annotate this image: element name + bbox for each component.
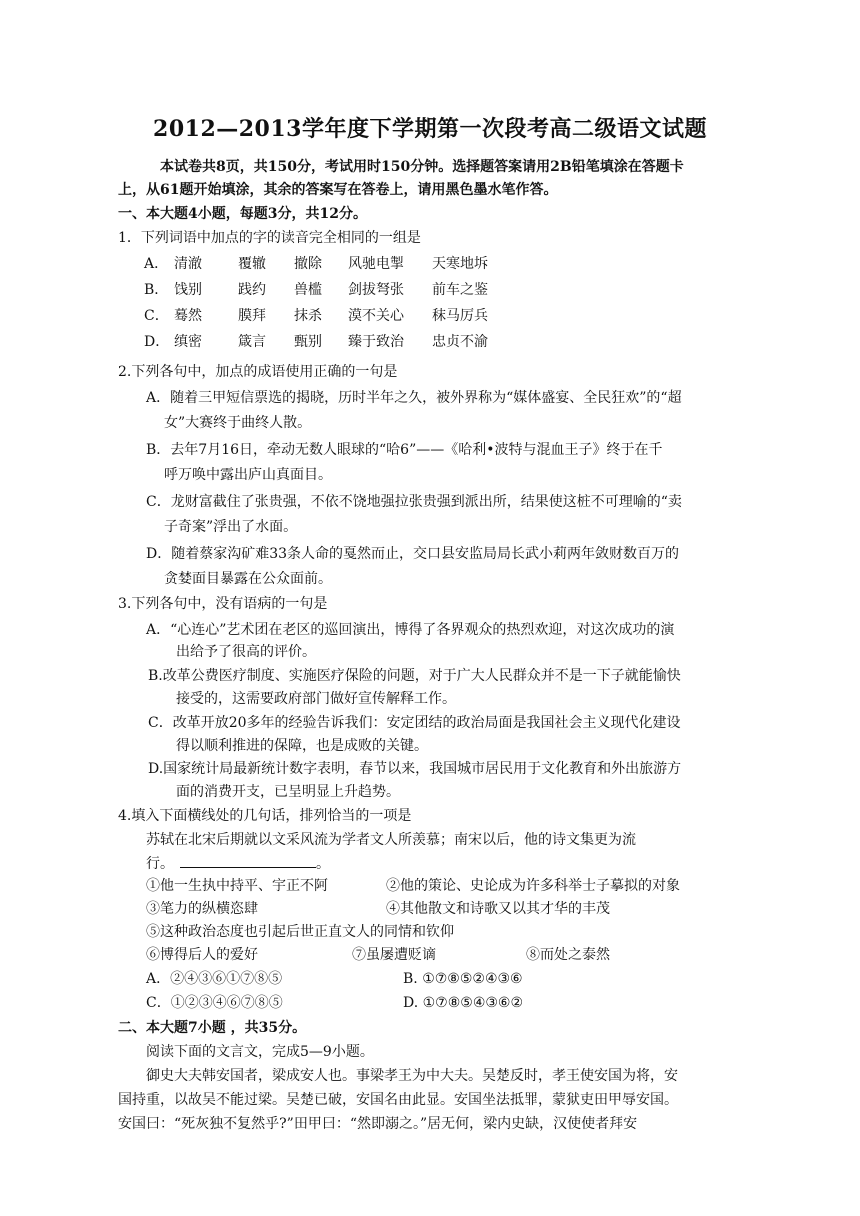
q1-word: 蓦然	[174, 308, 202, 324]
option-letter: B．	[144, 282, 169, 298]
q3-option-d-line-1: D.国家统计局最新统计数字表明，春节以来，我国城市居民用于文化教育和外出旅游方	[148, 761, 682, 777]
q3-stem: 3.下列各句中，没有语病的一句是	[118, 596, 328, 612]
q1-word: 覆辙	[238, 256, 266, 272]
q3-option-c-line-1: C．改革开放20多年的经验告诉我们：安定团结的政治局面是我国社会主义现代化建设	[148, 715, 681, 731]
q1-option-c	[144, 306, 488, 326]
q4-stem: 4.填入下面横线处的几句话，排列恰当的一项是	[118, 808, 412, 824]
q3-option-b-line-1: B.改革公费医疗制度、实施医疗保险的问题，对于广大人民群众并不是一下子就能愉快	[148, 668, 681, 684]
q4-passage-end: 。	[316, 856, 330, 872]
exam-title: 2012—2013学年度下学期第一次段考高二级语文试题	[153, 116, 707, 142]
q4-sentence-4: ④其他散文和诗歌又以其才华的丰茂	[386, 901, 610, 917]
option-letter: D．	[144, 334, 170, 350]
q2-option-b-line-2: 呼万唤中露出庐山真面目。	[164, 467, 332, 483]
q1-word: 撤除	[294, 256, 322, 272]
q2-option-c-line-1: C．龙财富截住了张贵强，不依不饶地强拉张贵强到派出所，结果使这桩不可理喻的“卖	[146, 494, 682, 510]
q4-option-b: B. ①⑦⑧⑤②④③⑥	[403, 971, 523, 987]
q1-word: 忠贞不渝	[432, 334, 488, 350]
q1-word: 秣马厉兵	[432, 308, 488, 324]
q2-option-a-line-2: 女”大赛终于曲终人散。	[164, 415, 312, 431]
q4-passage-line-1: 苏轼在北宋后期就以文采风流为学者文人所羡慕；南宋以后，他的诗文集更为流	[146, 832, 636, 848]
q3-option-a-line-2: 出给予了很高的评价。	[176, 644, 316, 660]
reading-text-line-3: 安国曰：“死灰独不复然乎?”田甲曰：“然即溺之。”居无何，梁内史缺，汉使使者拜安	[118, 1116, 638, 1132]
q4-sentence-3: ③笔力的纵横恣肆	[146, 901, 258, 917]
q4-sentence-7: ⑦虽屡遭贬谪	[352, 947, 436, 963]
q3-option-d-line-2: 面的消费开支，已呈明显上升趋势。	[176, 784, 400, 800]
q1-word: 剑拔弩张	[348, 282, 404, 298]
q1-option-b	[144, 280, 488, 300]
q2-option-a-line-1: A．随着三甲短信票选的揭晓，历时半年之久，被外界称为“媒体盛宴、全民狂欢”的“超	[146, 390, 682, 406]
q1-word: 臻于致治	[348, 334, 404, 350]
intro-line-2: 上，从61题开始填涂，其余的答案写在答卷上，请用黑色墨水笔作答。	[118, 182, 558, 198]
q1-word: 抹杀	[294, 308, 322, 324]
q2-option-d-line-2: 贪婪面目暴露在公众面前。	[164, 571, 332, 587]
intro-line-1: 本试卷共8页，共150分，考试用时150分钟。选择题答案请用2B铅笔填涂在答题卡	[160, 159, 684, 175]
q4-sentence-6: ⑥博得后人的爱好	[146, 947, 258, 963]
option-letter: C．	[144, 308, 169, 324]
q4-passage-text: 行。	[146, 856, 174, 872]
q3-option-b-line-2: 接受的，这需要政府部门做好宣传解释工作。	[176, 691, 456, 707]
q1-word: 箴言	[238, 334, 266, 350]
q4-option-c: C．①②③④⑥⑦⑧⑤	[146, 995, 283, 1011]
q4-option-a: A．②④③⑥①⑦⑧⑤	[146, 971, 283, 987]
section-2-heading: 二、本大题7小题 ，共35分。	[118, 1020, 307, 1036]
section-1-heading: 一、本大题4小题，每题3分，共12分。	[118, 206, 367, 222]
q4-sentence-1: ①他一生执中持平、宇正不阿	[146, 878, 328, 894]
q3-option-c-line-2: 得以顺利推进的保障，也是成败的关键。	[176, 738, 428, 754]
q4-sentence-2: ②他的策论、史论成为许多科举士子摹拟的对象	[386, 878, 680, 894]
q2-option-d-line-1: D．随着蔡家沟矿难33条人命的戛然而止，交口县安监局局长武小莉两年敛财数百万的	[146, 546, 680, 562]
q1-word: 清澈	[174, 256, 202, 272]
q1-word: 缜密	[174, 334, 202, 350]
q2-option-b-line-1: B．去年7月16日，牵动无数人眼球的“哈6”——《哈利•波特与混血王子》终于在千	[146, 442, 663, 458]
reading-text-line-2: 国持重，以故吴不能过梁。吴楚已破，安国名由此显。安国坐法抵罪，蒙狱吏田甲辱安国。	[118, 1092, 678, 1108]
q1-word: 践约	[238, 282, 266, 298]
q1-word: 前车之鉴	[432, 282, 488, 298]
q1-stem: 1．下列词语中加点的字的读音完全相同的一组是	[118, 230, 421, 246]
q1-word: 天寒地坼	[432, 256, 488, 272]
reading-instruction: 阅读下面的文言文，完成5—9小题。	[146, 1044, 374, 1060]
q4-passage-line-2	[146, 853, 330, 874]
q4-sentence-8: ⑧而处之泰然	[526, 947, 610, 963]
answer-blank[interactable]	[180, 853, 316, 868]
q1-word: 兽槛	[294, 282, 322, 298]
q2-stem: 2.下列各句中，加点的成语使用正确的一句是	[118, 364, 398, 380]
q1-word: 饯别	[174, 282, 202, 298]
q1-option-d	[144, 332, 488, 352]
q3-option-a-line-1: A．“心连心”艺术团在老区的巡回演出，博得了各界观众的热烈欢迎，对这次成功的演	[146, 622, 675, 638]
reading-text-line-1: 御史大夫韩安国者，梁成安人也。事梁孝王为中大夫。吴楚反时，孝王使安国为将，安	[146, 1068, 678, 1084]
q1-word: 甄别	[294, 334, 322, 350]
q4-sentence-5: ⑤这种政治态度也引起后世正直文人的同情和钦仰	[146, 924, 454, 940]
q1-word: 膜拜	[238, 308, 266, 324]
q2-option-c-line-2: 子奇案”浮出了水面。	[164, 519, 298, 535]
option-letter: A．	[144, 256, 169, 272]
q1-word: 漠不关心	[348, 308, 404, 324]
q1-word: 风驰电掣	[348, 256, 404, 272]
q1-option-a	[144, 254, 488, 274]
q4-option-d: D. ①⑦⑧⑤④③⑥②	[403, 995, 524, 1011]
